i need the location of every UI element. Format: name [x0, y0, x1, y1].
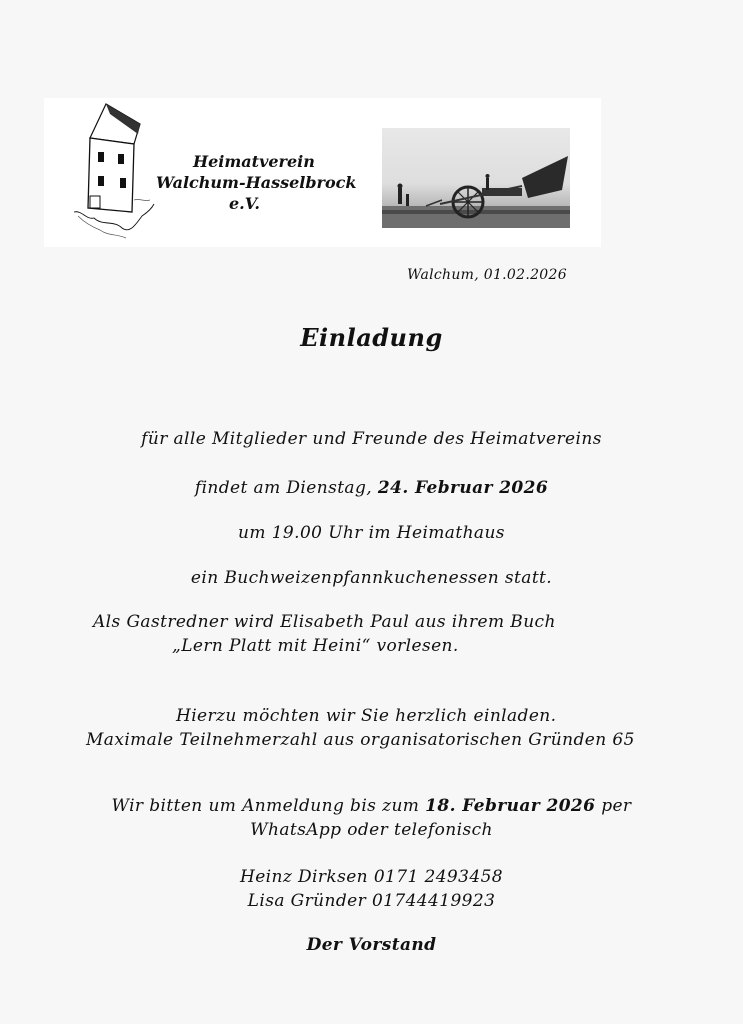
body-line-9-end: per: [595, 796, 632, 816]
plough-machine-icon: [382, 128, 570, 228]
body-line-1: für alle Mitglieder und Freunde des Heimatvereins: [141, 429, 602, 449]
historic-plough-photo: [382, 128, 570, 228]
body-line-5: Als Gastredner wird Elisabeth Paul aus ihrem Buch: [93, 612, 556, 632]
letterhead: [44, 98, 601, 247]
page-title: Einladung: [300, 323, 443, 352]
event-date: 24. Februar 2026: [377, 478, 549, 498]
body-line-6: „Lern Platt mit Heini“ vorlesen.: [172, 636, 459, 656]
contact-1: Heinz Dirksen 0171 2493458: [239, 867, 504, 887]
body-line-4: ein Buchweizenpfannkuchenessen statt.: [190, 568, 553, 588]
body-line-8: Maximale Teilnehmerzahl aus organisatorischen Gründen 65: [86, 730, 635, 750]
tower-logo-icon: [70, 100, 160, 242]
date-line: Walchum, 01.02.2026: [407, 267, 567, 283]
registration-deadline: 18. Februar 2026: [425, 796, 596, 816]
body-line-7: Hierzu möchten wir Sie herzlich einladen.: [176, 706, 557, 726]
body-line-10: WhatsApp oder telefonisch: [250, 820, 493, 840]
body-line-2: [0, 477, 743, 499]
body-line-3: um 19.00 Uhr im Heimathaus: [238, 523, 505, 543]
body-line-9: [0, 795, 743, 817]
club-name-line3: e.V.: [229, 194, 260, 213]
body-line-2-text: findet am Dienstag,: [194, 478, 378, 498]
club-name-line1: Heimatverein: [193, 152, 315, 171]
club-name-line2: Walchum-Hasselbrock: [156, 173, 357, 192]
body-line-9-text: Wir bitten um Anmeldung bis zum: [111, 796, 426, 816]
signature: Der Vorstand: [306, 935, 437, 955]
contact-2: Lisa Gründer 01744419923: [247, 891, 496, 911]
